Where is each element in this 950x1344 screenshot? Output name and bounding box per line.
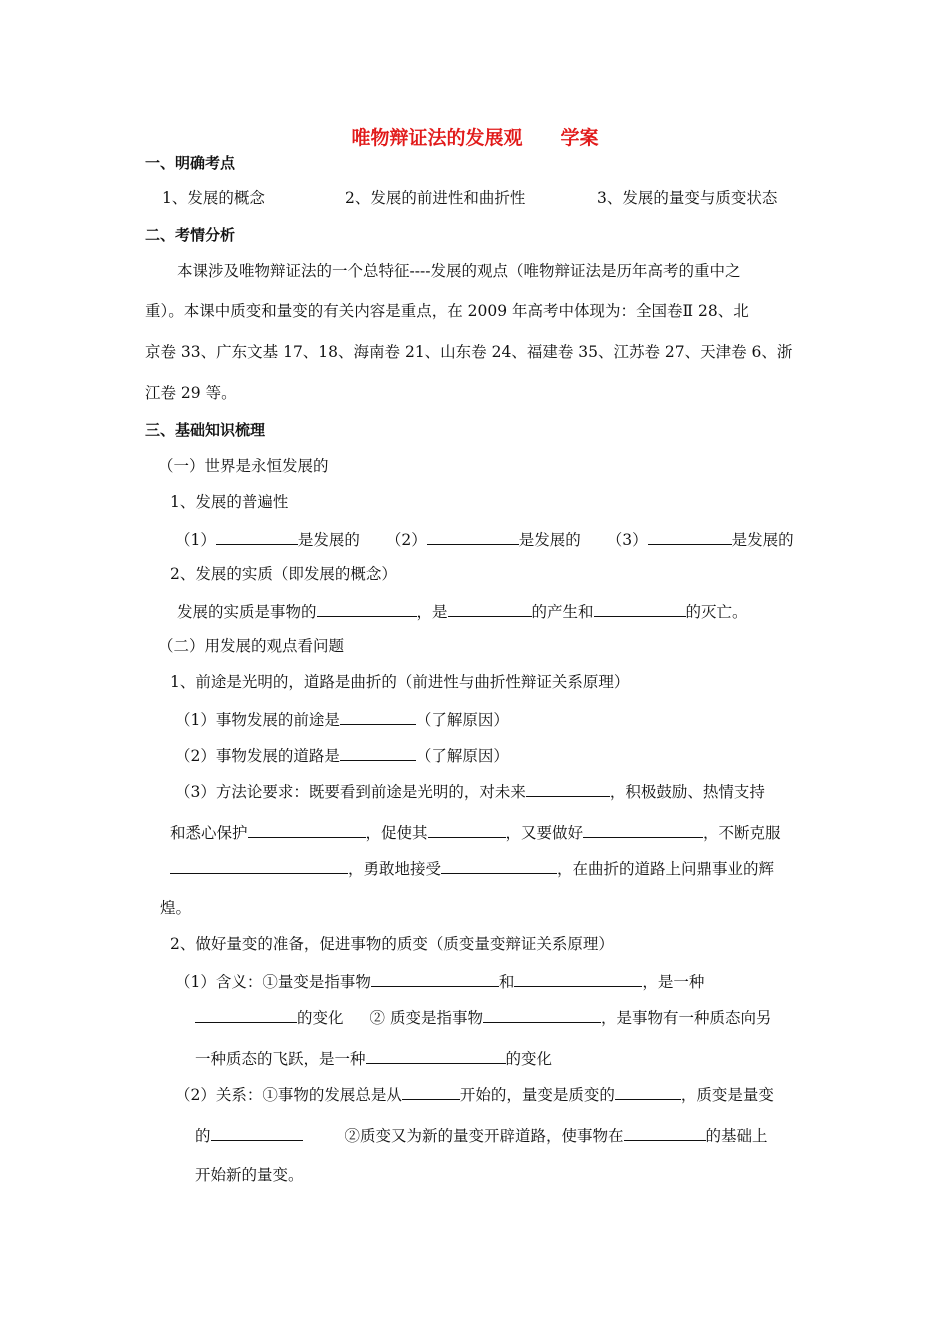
blank-field[interactable] (594, 599, 686, 617)
label: ，质变是量变 (680, 1086, 774, 1104)
blank-field[interactable] (195, 1005, 297, 1023)
label: ，是 (416, 603, 448, 621)
blank-field[interactable] (428, 820, 506, 838)
blank-field[interactable] (583, 820, 703, 838)
relation-line-2 (195, 1123, 768, 1147)
definition-line-3 (195, 1046, 552, 1070)
blank-field[interactable] (615, 1082, 681, 1100)
prospects-fill-line (175, 707, 509, 731)
analysis-line-4: 江卷 29 等。 (145, 384, 237, 402)
label: ，不断克服 (703, 824, 781, 842)
label: （2）事物发展的道路是 (175, 747, 340, 765)
label: ② 质变是指事物 (369, 1009, 483, 1027)
blank-field[interactable] (648, 527, 732, 545)
label: ，在曲折的道路上问鼎事业的辉 (557, 860, 775, 878)
label: 是发展的 (518, 531, 581, 549)
blank-field[interactable] (526, 779, 610, 797)
label: 是发展的 (297, 531, 360, 549)
exam-point-2: 2、发展的前进性和曲折性 (345, 189, 526, 207)
label: （1）事物发展的前途是 (175, 711, 340, 729)
label: （1）含义：①量变是指事物 (175, 973, 371, 991)
title-main: 唯物辩证法的发展观 (351, 127, 523, 149)
label: ，积极鼓励、热情支持 (609, 783, 765, 801)
blank-field[interactable] (402, 1082, 460, 1100)
point-essence: 2、发展的实质（即发展的概念） (170, 565, 397, 583)
blank-field[interactable] (448, 599, 532, 617)
blank-field[interactable] (483, 1005, 601, 1023)
blank-field[interactable] (248, 820, 366, 838)
label: （3）方法论要求：既要看到前途是光明的，对未来 (175, 783, 526, 801)
blank-field[interactable] (441, 856, 557, 874)
analysis-line-2: 重）。本课中质变和量变的有关内容是重点，在 2009 年高考中体现为：全国卷Ⅱ 28、北 (145, 302, 749, 320)
label: （2）关系：①事物的发展总是从 (175, 1086, 402, 1104)
label: ，是事物有一种质态向另 (600, 1009, 772, 1027)
point-quantity-quality: 2、做好量变的准备，促进事物的质变（质变量变辩证关系原理） (170, 935, 614, 953)
section-heading-1: 一、明确考点 (145, 154, 236, 172)
label: 一种质态的飞跃，是一种 (195, 1050, 366, 1068)
label: 的灭亡。 (685, 603, 748, 621)
label: （1） (175, 531, 216, 549)
relation-line-3: 开始新的量变。 (195, 1166, 304, 1184)
blank-field[interactable] (340, 707, 416, 725)
label: （了解原因） (415, 711, 509, 729)
label: 和 (498, 973, 515, 991)
blank-field[interactable] (624, 1123, 706, 1141)
blank-field[interactable] (170, 856, 348, 874)
road-fill-line (175, 743, 509, 767)
blank-field[interactable] (211, 1123, 303, 1141)
label: 的变化 (297, 1009, 344, 1027)
label: 开始的，量变是质变的 (459, 1086, 615, 1104)
label: 和悉心保护 (170, 824, 248, 842)
section-heading-3: 三、基础知识梳理 (145, 421, 266, 439)
section-heading-2: 二、考情分析 (145, 226, 236, 244)
method-line-2 (170, 820, 781, 844)
label: ，促使其 (365, 824, 428, 842)
exam-point-3: 3、发展的量变与质变状态 (597, 189, 778, 207)
title-sub: 学案 (560, 127, 599, 149)
blank-field[interactable] (371, 969, 499, 987)
point-universality: 1、发展的普遍性 (170, 493, 289, 511)
label: （2） (385, 531, 427, 549)
subsection-heading-1: （一）世界是永恒发展的 (158, 457, 329, 475)
blank-field[interactable] (317, 599, 417, 617)
method-line-3 (170, 856, 774, 880)
analysis-line-3: 京卷 33、广东文基 17、18、海南卷 21、山东卷 24、福建卷 35、江苏卷 27、天津卷 6、浙 (145, 343, 793, 361)
relation-line-1 (175, 1082, 774, 1106)
blank-field[interactable] (427, 527, 519, 545)
essence-fill-line (177, 599, 748, 623)
definition-line-1 (175, 969, 704, 993)
label: ，勇敢地接受 (348, 860, 442, 878)
point-prospects: 1、前途是光明的，道路是曲折的（前进性与曲折性辩证关系原理） (170, 673, 630, 691)
label: 是发展的 (731, 531, 794, 549)
label: （3） (606, 531, 648, 549)
label: 的产生和 (531, 603, 594, 621)
universality-fill-line (175, 527, 794, 551)
label: 的 (195, 1127, 211, 1145)
analysis-line-1: 本课涉及唯物辩证法的一个总特征----发展的观点（唯物辩证法是历年高考的重中之 (177, 262, 741, 280)
label: ，是一种 (642, 973, 705, 991)
label: ，又要做好 (505, 824, 584, 842)
blank-field[interactable] (340, 743, 416, 761)
page-title (0, 125, 950, 151)
method-line-4: 煌。 (160, 899, 192, 917)
label: 发展的实质是事物的 (177, 603, 317, 621)
label: ②质变又为新的量变开辟道路，使事物在 (344, 1127, 624, 1145)
definition-line-2 (195, 1005, 771, 1029)
blank-field[interactable] (216, 527, 298, 545)
subsection-heading-2: （二）用发展的观点看问题 (158, 637, 345, 655)
label: （了解原因） (415, 747, 509, 765)
label: 的变化 (505, 1050, 553, 1068)
blank-field[interactable] (514, 969, 642, 987)
method-line-1 (175, 779, 765, 803)
exam-point-1: 1、发展的概念 (162, 189, 265, 207)
label: 的基础上 (705, 1127, 768, 1145)
blank-field[interactable] (366, 1046, 506, 1064)
